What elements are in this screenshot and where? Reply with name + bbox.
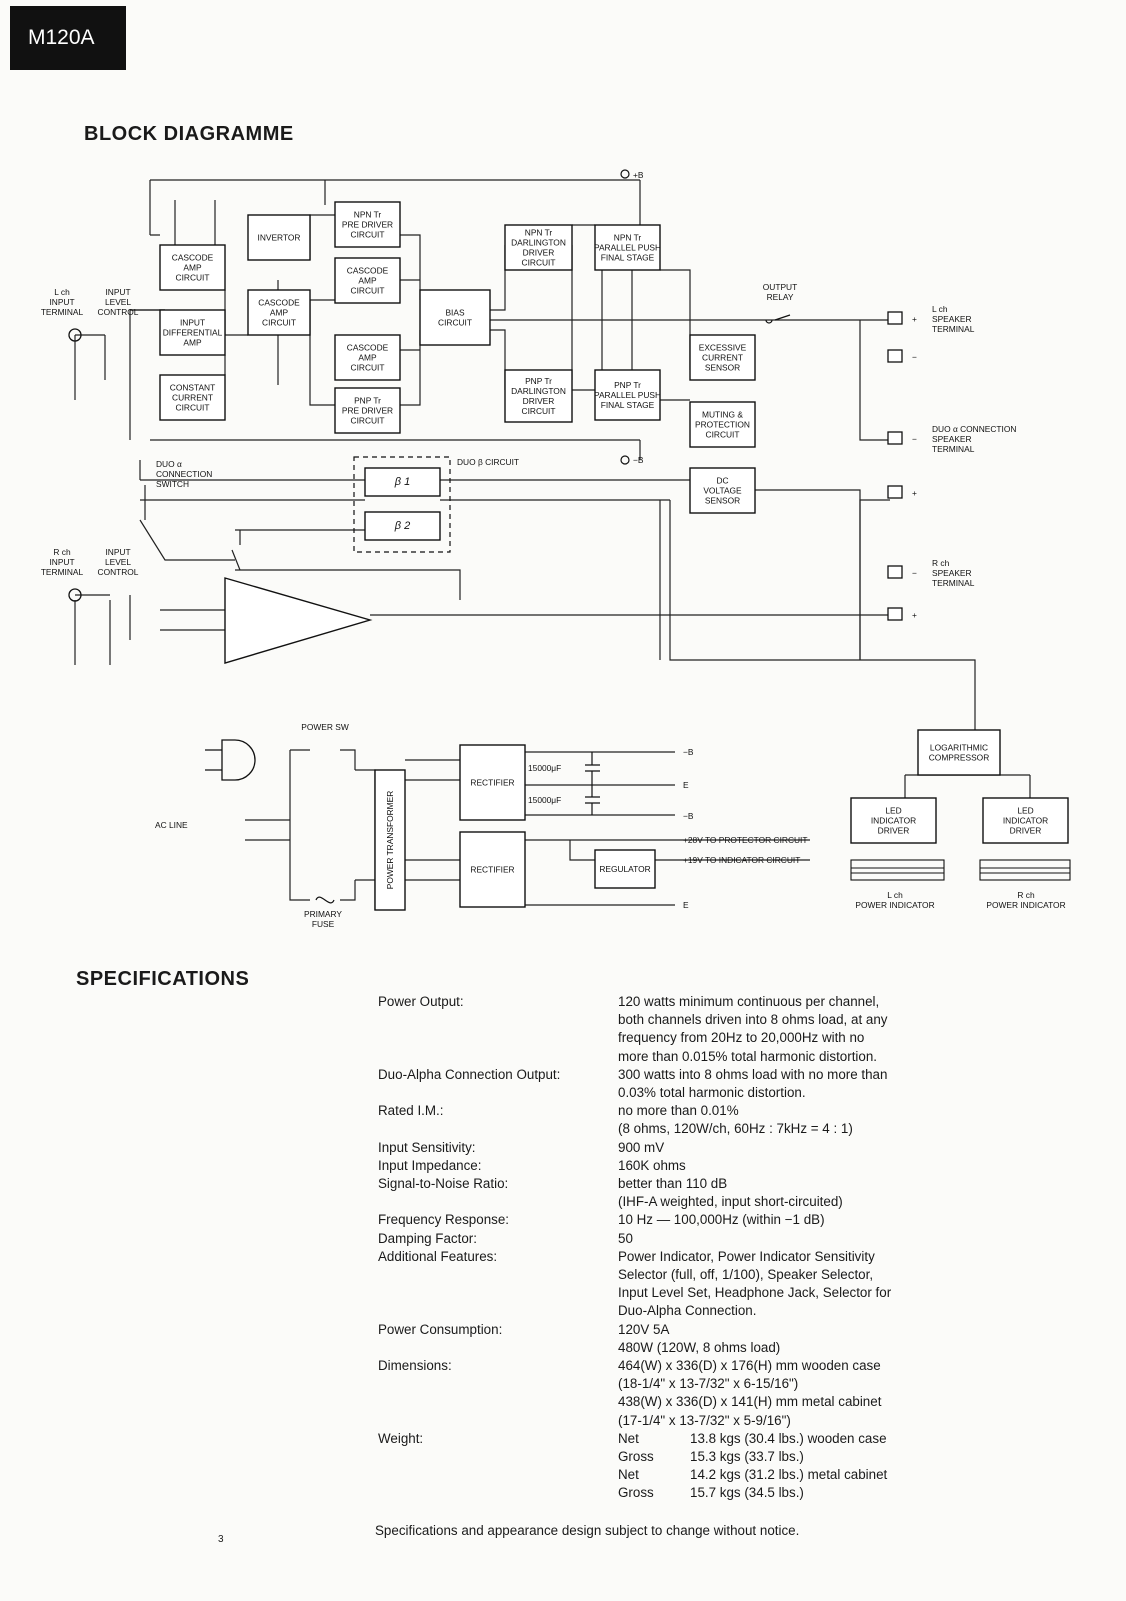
block-transformer (375, 770, 405, 910)
spec-value-line: Duo-Alpha Connection. (618, 1303, 757, 1319)
spec-value (618, 1102, 956, 1138)
block-label: REGULATOR (599, 864, 651, 874)
block-label: PRE DRIVER (341, 405, 394, 416)
weight-value: 13.8 kgs (30.4 lbs.) wooden case (690, 1430, 887, 1446)
block-const-current (160, 375, 225, 420)
spec-value-line: 10 Hz — 100,000Hz (within −1 dB) (618, 1212, 825, 1228)
label-lch-speaker: TERMINAL (932, 324, 975, 334)
block-label: PROTECTION (695, 419, 750, 430)
block-label: INVERTOR (257, 232, 301, 243)
spec-value (618, 1066, 956, 1102)
spec-value-line: both channels driven into 8 ohms load, at any (618, 1012, 888, 1028)
label-duo-speaker: SPEAKER (932, 434, 972, 444)
spec-value-line: 464(W) x 336(D) x 176(H) mm wooden case (618, 1358, 881, 1374)
spec-row (378, 1321, 956, 1357)
spec-label: Damping Factor: (378, 1230, 477, 1246)
weight-line (618, 1430, 956, 1448)
block-label: CASCODE (346, 342, 389, 353)
spec-label: Frequency Response: (378, 1212, 510, 1228)
block-label: LED (885, 805, 902, 816)
weight-kind: Net (618, 1467, 639, 1483)
block-label: AMP (358, 275, 377, 286)
block-label: INDICATOR (1002, 815, 1049, 826)
ac-plug-icon (205, 740, 255, 780)
label-rail-e: E (683, 780, 689, 790)
spec-value-line: Input Level Set, Headphone Jack, Selector for (618, 1285, 892, 1301)
spec-value (618, 1211, 956, 1229)
weight-kind: Gross (618, 1449, 654, 1465)
block-label: DRIVER (1009, 825, 1042, 836)
block-label: NPN Tr (613, 232, 642, 243)
block-label: DRIVER (522, 396, 555, 406)
label-rch-speaker: R ch (932, 558, 950, 568)
block-cascode4 (335, 335, 400, 380)
notice-text: Specifications and appearance design subject to change without notice. (375, 1523, 800, 1538)
spec-value-line: Selector (full, off, 1/100), Speaker Selector, (618, 1267, 874, 1283)
spec-value-line: frequency from 20Hz to 20,000Hz with no (618, 1030, 865, 1046)
lch-indicator-bar-icon (851, 860, 944, 880)
label-rch-input-terminal: TERMINAL (40, 567, 84, 577)
spec-value-line: 160K ohms (618, 1157, 686, 1173)
block-label: AMP (269, 307, 289, 318)
block-beta2 (365, 512, 440, 540)
label-duo-switch: SWITCH (156, 479, 190, 489)
label-primary-fuse: PRIMARY (303, 909, 343, 919)
block-label: CASCODE (346, 265, 389, 276)
model-badge (10, 6, 126, 70)
label-rch-power-indicator: POWER INDICATOR (986, 900, 1066, 910)
spec-row (378, 1102, 956, 1138)
block-label: SENSOR (704, 362, 741, 373)
label-rch-speaker: TERMINAL (932, 578, 975, 588)
block-diagram-title: BLOCK DIAGRAMME (84, 123, 294, 145)
spec-row (378, 1066, 956, 1102)
block-label: MUTING & (702, 409, 743, 420)
block-label: PNP Tr (525, 376, 552, 386)
block-label: CIRCUIT (175, 272, 210, 283)
block-label: PARALLEL PUSH (593, 390, 662, 400)
block-muting (690, 402, 755, 447)
block-label: CIRCUIT (262, 317, 296, 328)
polarity-mark: − (912, 352, 917, 362)
spec-value-line: 480W (120W, 8 ohms load) (618, 1339, 781, 1355)
block-cascode1 (160, 245, 225, 290)
spec-label: Dimensions: (378, 1358, 452, 1374)
block-label: DARLINGTON (511, 237, 566, 248)
block-label: FINAL STAGE (600, 252, 655, 263)
spec-value-line: 120V 5A (618, 1321, 670, 1337)
block-label: DIFFERENTIAL (162, 327, 223, 338)
label-cap1: 15000μF (528, 763, 562, 773)
label-lch-speaker: L ch (932, 304, 948, 314)
spec-value (618, 1430, 956, 1503)
block-invertor (248, 215, 310, 260)
fuse-icon (316, 897, 334, 903)
label-duo-switch: CONNECTION (156, 469, 213, 479)
output-relay-icon (766, 315, 790, 323)
block-label: β 2 (394, 520, 411, 532)
spec-value-line: 120 watts minimum continuous per channel, (618, 994, 880, 1009)
label-minus-b: −B (633, 455, 644, 465)
spec-value-line: (17-1/4" x 13-7/32" x 5-9/16") (618, 1412, 791, 1428)
label-lch-power-indicator: L ch (887, 890, 903, 900)
polarity-mark: + (912, 488, 917, 498)
plus-b-terminal-icon (621, 170, 629, 178)
spec-value-line: (IHF-A weighted, input short-circuited) (618, 1194, 843, 1210)
spec-row (378, 993, 956, 1066)
label-rch-input-level: CONTROL (97, 567, 139, 577)
label-lch-input-terminal: TERMINAL (40, 307, 84, 317)
block-label: CIRCUIT (350, 285, 385, 296)
spec-label: Power Output: (378, 994, 464, 1009)
block-beta1 (365, 468, 440, 496)
block-label: PRE DRIVER (341, 219, 394, 230)
block-pnp-darl (505, 370, 572, 422)
minus-b-terminal-icon (621, 456, 629, 464)
speaker-terminal-icon (888, 566, 902, 578)
block-rectifier1 (460, 745, 525, 820)
block-label: CIRCUIT (705, 429, 740, 440)
block-label: CIRCUIT (175, 402, 210, 413)
block-led-l (851, 798, 936, 843)
block-led-r (983, 798, 1068, 843)
block-label: VOLTAGE (703, 485, 742, 496)
block-label: RECTIFIER (470, 864, 515, 875)
block-label: PNP Tr (614, 380, 641, 390)
spec-row (378, 1139, 956, 1157)
spec-value-line: 438(W) x 336(D) x 141(H) mm metal cabinet (618, 1394, 882, 1410)
label-rch-input-terminal: INPUT (49, 557, 75, 567)
block-cascode2 (248, 290, 310, 335)
block-bias (420, 290, 490, 345)
block-label: CIRCUIT (350, 229, 385, 240)
spec-value-line: 900 mV (618, 1139, 665, 1155)
weight-line (618, 1484, 956, 1502)
block-rectifier2 (460, 832, 525, 907)
polarity-mark: + (912, 314, 917, 324)
spec-label: Additional Features: (378, 1248, 498, 1264)
label-cap2: 15000μF (528, 795, 562, 805)
block-label: INDICATOR (870, 815, 917, 826)
block-label: AMP (183, 262, 202, 273)
block-npn-darl (505, 225, 572, 270)
spec-value (618, 1175, 956, 1211)
spec-value-line: better than 110 dB (618, 1176, 728, 1192)
spec-value-line: (8 ohms, 120W/ch, 60Hz : 7kHz = 4 : 1) (618, 1121, 853, 1137)
spec-label: Signal-to-Noise Ratio: (378, 1176, 509, 1192)
spec-value (618, 1321, 956, 1357)
block-label: AMP (358, 352, 377, 363)
label-rch-power-indicator: R ch (1017, 890, 1035, 900)
label-output-relay: OUTPUT (762, 282, 798, 292)
block-npn-final (594, 225, 661, 270)
label-rail-minus-b2: −B (683, 811, 694, 821)
spec-value (618, 1248, 956, 1321)
block-dc-voltage (690, 468, 755, 513)
block-cascode3 (335, 258, 400, 303)
block-label: CIRCUIT (521, 406, 556, 416)
block-label: CURRENT (172, 392, 213, 403)
weight-kind: Net (618, 1430, 639, 1446)
label-lch-input-terminal: L ch (54, 287, 70, 297)
block-label: LED (1017, 805, 1034, 816)
block-exc-current (690, 335, 755, 380)
block-label: CIRCUIT (521, 257, 556, 268)
polarity-mark: + (912, 610, 917, 620)
rch-amplifier-triangle (225, 578, 370, 663)
spec-row (378, 1175, 956, 1211)
spec-row (378, 1157, 956, 1175)
spec-value-line: more than 0.015% total harmonic distortion. (618, 1048, 878, 1064)
label-plus-b: +B (633, 170, 644, 180)
block-label: EXCESSIVE (698, 342, 747, 353)
spec-value-line: Power Indicator, Power Indicator Sensitivity (618, 1248, 875, 1264)
block-label: CASCODE (171, 252, 214, 263)
label-rail-minus-b: −B (683, 747, 694, 757)
block-label: CASCODE (258, 297, 300, 308)
spec-value (618, 993, 956, 1066)
block-label: CONSTANT (169, 382, 216, 393)
spec-value-line: (18-1/4" x 13-7/32" x 6-15/16") (618, 1376, 799, 1392)
speaker-terminals (888, 312, 902, 620)
polarity-mark: − (912, 568, 917, 578)
block-label: PNP Tr (354, 395, 381, 406)
block-label: CIRCUIT (350, 362, 385, 373)
block-label: SENSOR (704, 495, 741, 506)
label-rch-input-terminal: R ch (53, 547, 71, 557)
block-label: CURRENT (702, 352, 743, 363)
speaker-terminal-icon (888, 312, 902, 324)
spec-label: Input Sensitivity: (378, 1139, 476, 1155)
label-power-sw: POWER SW (301, 722, 349, 732)
speaker-terminal-icon (888, 486, 902, 498)
spec-value-line: no more than 0.01% (618, 1103, 739, 1119)
block-label: BIAS (445, 307, 465, 318)
block-label: AMP (183, 337, 202, 348)
block-label: DC (716, 475, 729, 486)
block-diagram (0, 160, 1100, 960)
spec-label: Power Consumption: (378, 1321, 503, 1337)
block-log-comp (918, 730, 1000, 775)
label-lch-input-level: INPUT (105, 287, 131, 297)
spec-row (378, 1357, 956, 1430)
spec-row-weight (378, 1430, 956, 1503)
capacitor-icons (585, 752, 600, 815)
label-rail-19v: +19V TO INDICATOR CIRCUIT (683, 855, 801, 865)
label-rch-input-level: INPUT (105, 547, 131, 557)
spec-value (618, 1230, 956, 1248)
label-lch-power-indicator: POWER INDICATOR (855, 900, 935, 910)
spec-label: Input Impedance: (378, 1157, 482, 1173)
spec-label: Rated I.M.: (378, 1103, 444, 1119)
block-label: RECTIFIER (470, 777, 515, 788)
spec-value (618, 1139, 956, 1157)
block-label: DRIVER (522, 247, 555, 258)
block-label: DARLINGTON (511, 386, 566, 396)
block-label: FINAL STAGE (600, 400, 655, 410)
spec-value (618, 1157, 956, 1175)
polarity-mark: − (912, 434, 917, 444)
block-label: CIRCUIT (350, 415, 385, 426)
block-label: INPUT (179, 317, 206, 328)
block-regulator (595, 850, 655, 888)
speaker-terminal-icon (888, 432, 902, 444)
spec-value-line: 300 watts into 8 ohms load with no more than (618, 1066, 888, 1082)
label-rail-28v: +28V TO PROTECTOR CIRCUIT (683, 835, 808, 845)
spec-value-line: 50 (618, 1230, 633, 1246)
weight-value: 15.7 kgs (34.5 lbs.) (690, 1485, 804, 1501)
weight-value: 14.2 kgs (31.2 lbs.) metal cabinet (690, 1467, 888, 1483)
rch-indicator-bar-icon (980, 860, 1070, 880)
label-duo-switch: DUO α (156, 459, 182, 469)
label-duo-speaker: TERMINAL (932, 444, 975, 454)
block-pnp-final (594, 370, 661, 420)
spec-label: Duo-Alpha Connection Output: (378, 1066, 561, 1082)
label-rch-input-level: LEVEL (104, 557, 132, 567)
block-label: LOGARITHMIC (929, 742, 989, 753)
block-label: COMPRESSOR (928, 752, 990, 763)
page-number: 3 (218, 1534, 224, 1545)
spec-value-line: 0.03% total harmonic distortion. (618, 1085, 806, 1101)
block-label: POWER TRANSFORMER (385, 790, 395, 890)
weight-line (618, 1466, 956, 1484)
label-lch-input-terminal: INPUT (49, 297, 75, 307)
block-label: NPN Tr (524, 227, 553, 238)
label-rail-e2: E (683, 900, 689, 910)
label-output-relay: RELAY (766, 292, 794, 302)
spec-row (378, 1230, 956, 1248)
power-indicator-bars (851, 860, 1070, 880)
specifications-table (378, 993, 956, 1503)
spec-row (378, 1248, 956, 1321)
block-label: DRIVER (877, 825, 910, 836)
label-lch-input-level: LEVEL (104, 297, 132, 307)
label-rch-speaker: SPEAKER (932, 568, 972, 578)
spec-label: Weight: (378, 1430, 424, 1446)
label-duo-beta: DUO β CIRCUIT (457, 457, 520, 467)
label-ac-line: AC LINE (155, 820, 188, 830)
specifications-title: SPECIFICATIONS (76, 968, 250, 990)
weight-value: 15.3 kgs (33.7 lbs.) (690, 1449, 804, 1465)
spec-value (618, 1357, 956, 1430)
label-lch-input-level: CONTROL (97, 307, 139, 317)
label-lch-speaker: SPEAKER (932, 314, 972, 324)
spec-row (378, 1211, 956, 1229)
label-duo-speaker: DUO α CONNECTION (932, 424, 1017, 434)
block-label: NPN Tr (353, 209, 382, 220)
speaker-terminal-icon (888, 608, 902, 620)
block-label: CIRCUIT (438, 317, 472, 328)
block-label: PARALLEL PUSH (593, 242, 662, 253)
weight-line (618, 1448, 956, 1466)
speaker-terminal-icon (888, 350, 902, 362)
block-label: β 1 (394, 476, 411, 488)
weight-kind: Gross (618, 1485, 654, 1501)
block-pnp-pre (335, 388, 400, 433)
model-label: M120A (28, 26, 95, 49)
block-input-diff (160, 310, 225, 355)
label-primary-fuse: FUSE (311, 919, 335, 929)
block-npn-pre (335, 202, 400, 247)
